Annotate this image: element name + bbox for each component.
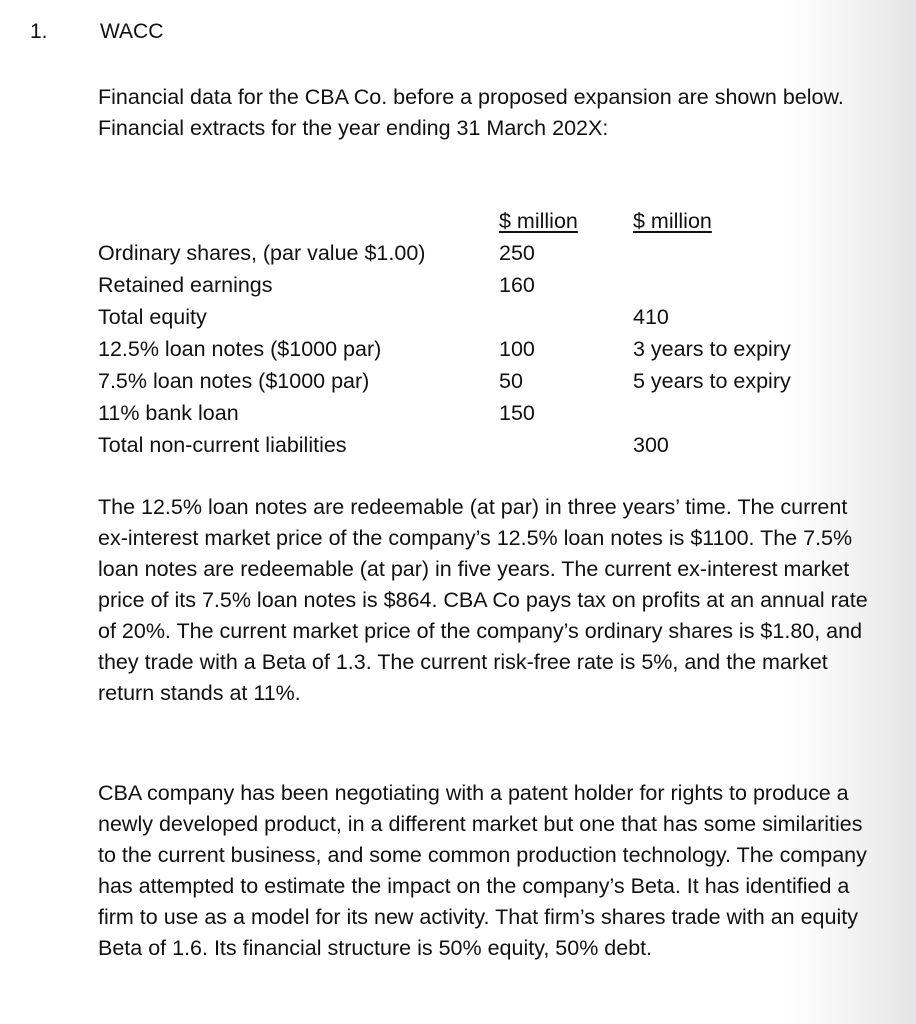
header-million-col1: $ million — [499, 209, 578, 233]
header-million-col2: $ million — [633, 209, 712, 233]
row-value-col1: 250 — [499, 241, 535, 265]
row-value-col1: 150 — [499, 401, 535, 425]
row-value-col2: 5 years to expiry — [633, 369, 791, 393]
row-label: Ordinary shares, (par value $1.00) — [98, 241, 426, 265]
row-label: 11% bank loan — [98, 401, 239, 425]
intro-line-2: Financial extracts for the year ending 31 March 202X: — [98, 116, 609, 140]
paragraph-loan-notes: The 12.5% loan notes are redeemable (at par) in three years’ time. The current ex-interest market price of the company’s 12.5% loan notes is $1100. The 7.5% loan notes are redeemable (at par) in five years. The current ex-interest market price of its 7.5% loan notes is $864. CBA Co pays tax on profits at an annual rate of 20%. The current market price of the company’s ordinary shares is $1.80, and they trade with a Beta of 1.3. The current risk-free rate is 5%, and the market return stands at 11%. — [98, 495, 868, 705]
question-title: WACC — [100, 20, 164, 43]
intro-text — [98, 82, 868, 144]
row-value-col2: 410 — [633, 305, 669, 329]
row-label: Total equity — [98, 305, 207, 329]
row-label: Retained earnings — [98, 273, 273, 297]
row-value-col2: 300 — [633, 433, 669, 457]
row-value-col2: 3 years to expiry — [633, 337, 791, 361]
intro-line-1: Financial data for the CBA Co. before a proposed expansion are shown below. — [98, 85, 844, 109]
row-value-col1: 160 — [499, 273, 535, 297]
paragraph-new-product: CBA company has been negotiating with a patent holder for rights to produce a newly developed product, in a different market but one that has some similarities to the current business, and some common production technology. The company has attempted to estimate the impact on the company’s Beta. It has identified a firm to use as a model for its new activity. That firm’s shares trade with an equity Beta of 1.6. Its financial structure is 50% equity, 50% debt. — [98, 781, 867, 960]
row-label: Total non-current liabilities — [98, 433, 347, 457]
row-value-col1: 50 — [499, 369, 523, 393]
question-number: 1. — [30, 20, 48, 43]
row-label: 7.5% loan notes ($1000 par) — [98, 369, 370, 393]
row-value-col1: 100 — [499, 337, 535, 361]
row-label: 12.5% loan notes ($1000 par) — [98, 337, 382, 361]
